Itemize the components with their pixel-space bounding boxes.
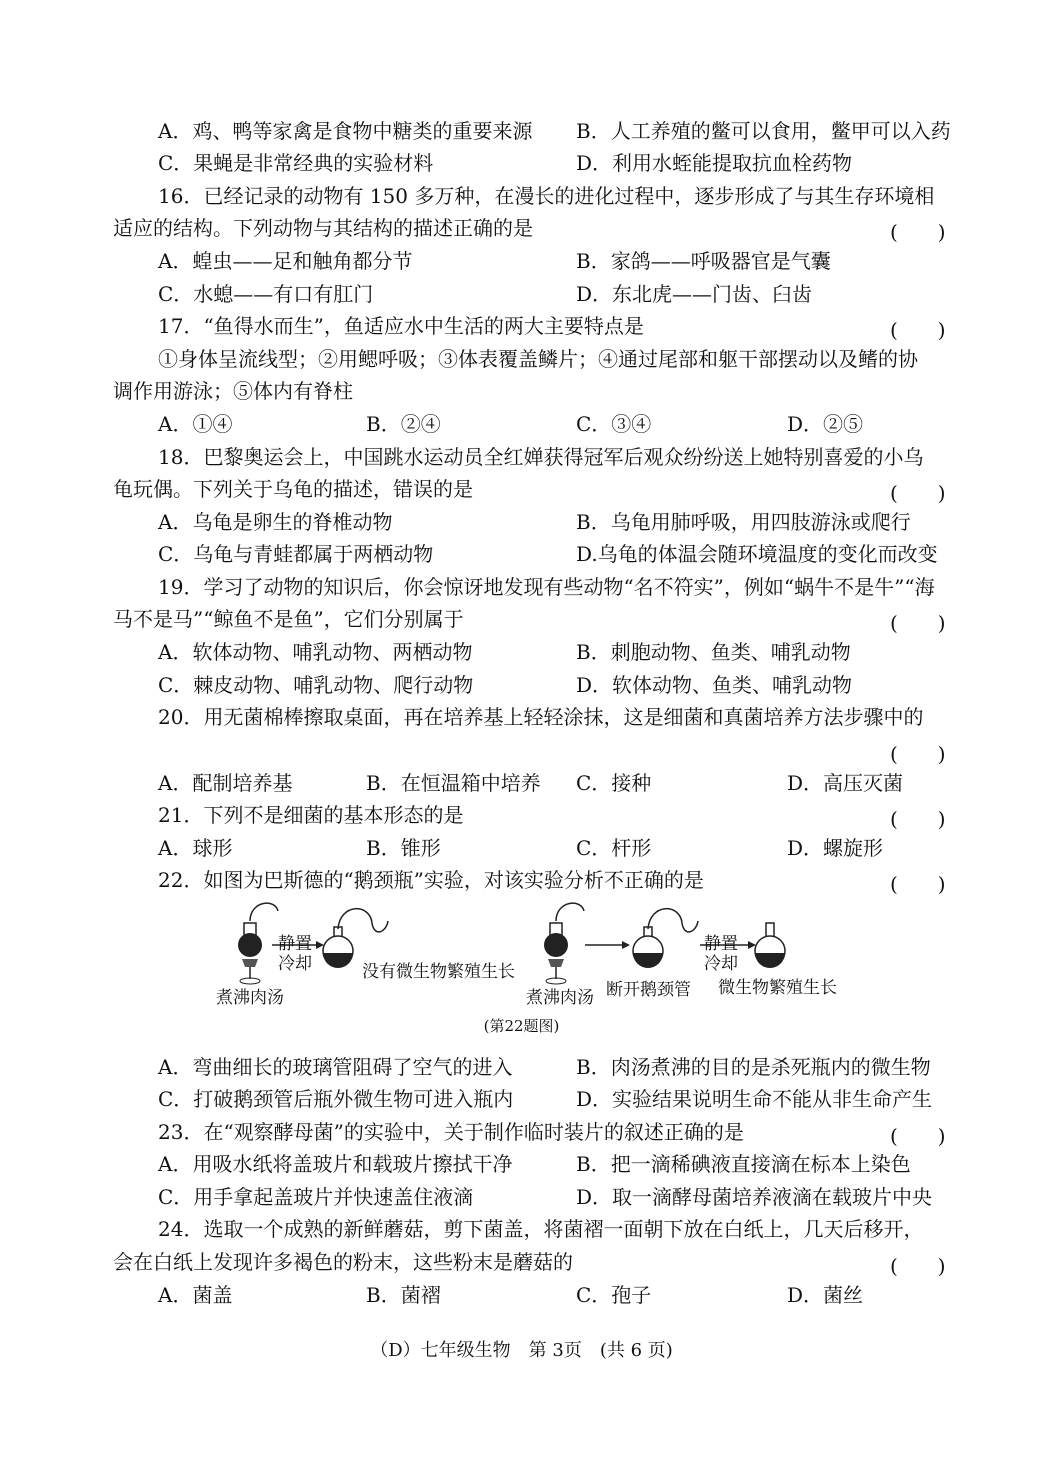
q19-option-d: D．软体动物、鱼类、哺乳动物 (576, 673, 853, 697)
q15-option-d: D．利用水蛭能提取抗血栓药物 (576, 151, 853, 175)
q17-stem-line3: 调作用游泳；⑤体内有脊柱 (113, 379, 353, 403)
fig-label-no-growth: 没有微生物繁殖生长 (362, 962, 515, 982)
q21-option-b: B．锥形 (366, 836, 441, 860)
q17-option-a: A．①④ (158, 412, 233, 436)
q24-answer-paren: ( ) (890, 1254, 946, 1278)
q15-option-b: B．人工养殖的鳖可以食用，鳖甲可以入药 (576, 119, 951, 143)
q17-stem-line1: 17．“鱼得水而生”，鱼适应水中生活的两大主要特点是 (158, 314, 644, 338)
q21-option-c: C．杆形 (576, 836, 652, 860)
q17-stem-line2: ①身体呈流线型；②用鳃呼吸；③体表覆盖鳞片；④通过尾部和躯干部摆动以及鳍的协 (158, 347, 918, 371)
q19-stem-line1: 19．学习了动物的知识后，你会惊讶地发现有些动物“名不符实”，例如“蜗牛不是牛”“海 (158, 575, 935, 599)
fig-label-boil-2: 煮沸肉汤 (526, 988, 594, 1008)
q22-option-d: D．实验结果说明生命不能从非生命产生 (576, 1087, 933, 1111)
q18-option-b: B．乌龟用肺呼吸，用四肢游泳或爬行 (576, 510, 911, 534)
q20-option-a: A．配制培养基 (158, 771, 293, 795)
fig-label-boil-1: 煮沸肉汤 (216, 988, 284, 1008)
q21-option-d: D．螺旋形 (787, 836, 884, 860)
fig-label-cool-2: 冷却 (704, 954, 738, 974)
q16-option-b: B．家鸽——呼吸器官是气囊 (576, 249, 831, 273)
fig-label-break-neck: 断开鹅颈管 (606, 980, 691, 1000)
fig-label-rest-2: 静置 (704, 934, 738, 954)
q20-option-b: B．在恒温箱中培养 (366, 771, 541, 795)
q19-stem-line2: 马不是马”“鲸鱼不是鱼”，它们分别属于 (113, 607, 464, 631)
q21-stem-line1: 21．下列不是细菌的基本形态的是 (158, 803, 464, 827)
q22-answer-paren: ( ) (890, 872, 946, 896)
q16-option-a: A．蝗虫——足和触角都分节 (158, 249, 413, 273)
q17-option-c: C．③④ (576, 412, 652, 436)
q24-stem-line1: 24．选取一个成熟的新鲜蘑菇，剪下菌盖，将菌褶一面朝下放在白纸上，几天后移开， (158, 1217, 924, 1241)
fig-label-cool-1: 冷却 (278, 954, 312, 974)
q20-stem-line1: 20．用无菌棉棒擦取桌面，再在培养基上轻轻涂抹，这是细菌和真菌培养方法步骤中的 (158, 705, 924, 729)
q15-option-c: C．果蝇是非常经典的实验材料 (158, 151, 434, 175)
q18-answer-paren: ( ) (890, 481, 946, 505)
q16-stem-line2: 适应的结构。下列动物与其结构的描述正确的是 (113, 216, 533, 240)
boiling-flask-right (544, 903, 584, 984)
q17-option-d: D．②⑤ (787, 412, 864, 436)
q23-option-d: D．取一滴酵母菌培养液滴在载玻片中央 (576, 1185, 933, 1209)
page-footer: （D）七年级生物 第 3页 (共 6 页) (370, 1340, 673, 1361)
q23-answer-paren: ( ) (890, 1124, 946, 1148)
figure-caption: (第22题图) (483, 1017, 560, 1035)
swan-neck-flask-2 (633, 909, 698, 968)
q19-option-a: A．软体动物、哺乳动物、两栖动物 (158, 640, 473, 664)
q18-option-d: D.乌龟的体温会随环境温度的变化而改变 (576, 542, 938, 566)
q16-stem-line1: 16．已经记录的动物有 150 多万种，在漫长的进化过程中，逐步形成了与其生存环境相 (158, 184, 935, 208)
q17-option-b: B．②④ (366, 412, 441, 436)
q21-option-a: A．球形 (158, 836, 233, 860)
q20-answer-paren: ( ) (890, 742, 946, 766)
q23-option-c: C．用手拿起盖玻片并快速盖住液滴 (158, 1185, 474, 1209)
arrow-2 (585, 941, 630, 949)
q24-stem-line2: 会在白纸上发现许多褐色的粉末，这些粉末是蘑菇的 (113, 1250, 573, 1274)
q22-option-b: B．肉汤煮沸的目的是杀死瓶内的微生物 (576, 1055, 931, 1079)
q22-option-a: A．弯曲细长的玻璃管阻碍了空气的进入 (158, 1055, 513, 1079)
q22-option-c: C．打破鹅颈管后瓶外微生物可进入瓶内 (158, 1087, 514, 1111)
q18-stem-line1: 18．巴黎奥运会上，中国跳水运动员全红婵获得冠军后观众纷纷送上她特别喜爱的小乌 (158, 445, 924, 469)
q20-option-c: C．接种 (576, 771, 652, 795)
q16-option-d: D．东北虎——门齿、臼齿 (576, 282, 813, 306)
q16-answer-paren: ( ) (890, 220, 946, 244)
q24-option-c: C．孢子 (576, 1283, 652, 1307)
q16-option-c: C．水螅——有口有肛门 (158, 282, 374, 306)
fig-label-growth: 微生物繁殖生长 (718, 978, 837, 998)
q22-stem-line1: 22．如图为巴斯德的“鹅颈瓶”实验，对该实验分析不正确的是 (158, 868, 704, 892)
q23-option-b: B．把一滴稀碘液直接滴在标本上染色 (576, 1152, 911, 1176)
q17-answer-paren: ( ) (890, 318, 946, 342)
q20-option-d: D．高压灭菌 (787, 771, 904, 795)
q23-option-a: A．用吸水纸将盖玻片和载玻片擦拭干净 (158, 1152, 513, 1176)
q19-answer-paren: ( ) (890, 611, 946, 635)
broken-neck-flask (755, 923, 785, 968)
q18-option-c: C．乌龟与青蛙都属于两栖动物 (158, 542, 434, 566)
q18-option-a: A．乌龟是卵生的脊椎动物 (158, 510, 393, 534)
q23-stem-line1: 23．在“观察酵母菌”的实验中，关于制作临时装片的叙述正确的是 (158, 1120, 744, 1144)
fig-label-rest-1: 静置 (278, 934, 312, 954)
q21-answer-paren: ( ) (890, 807, 946, 831)
q24-option-d: D．菌丝 (787, 1283, 864, 1307)
boiling-flask-left (238, 903, 278, 984)
q19-option-c: C．棘皮动物、哺乳动物、爬行动物 (158, 673, 474, 697)
q24-option-a: A．菌盖 (158, 1283, 233, 1307)
q15-option-a: A．鸡、鸭等家禽是食物中糖类的重要来源 (158, 119, 533, 143)
q24-option-b: B．菌褶 (366, 1283, 441, 1307)
flask-diagram (0, 893, 1043, 1013)
q18-stem-line2: 龟玩偶。下列关于乌龟的描述，错误的是 (113, 477, 473, 501)
q19-option-b: B．刺胞动物、鱼类、哺乳动物 (576, 640, 851, 664)
